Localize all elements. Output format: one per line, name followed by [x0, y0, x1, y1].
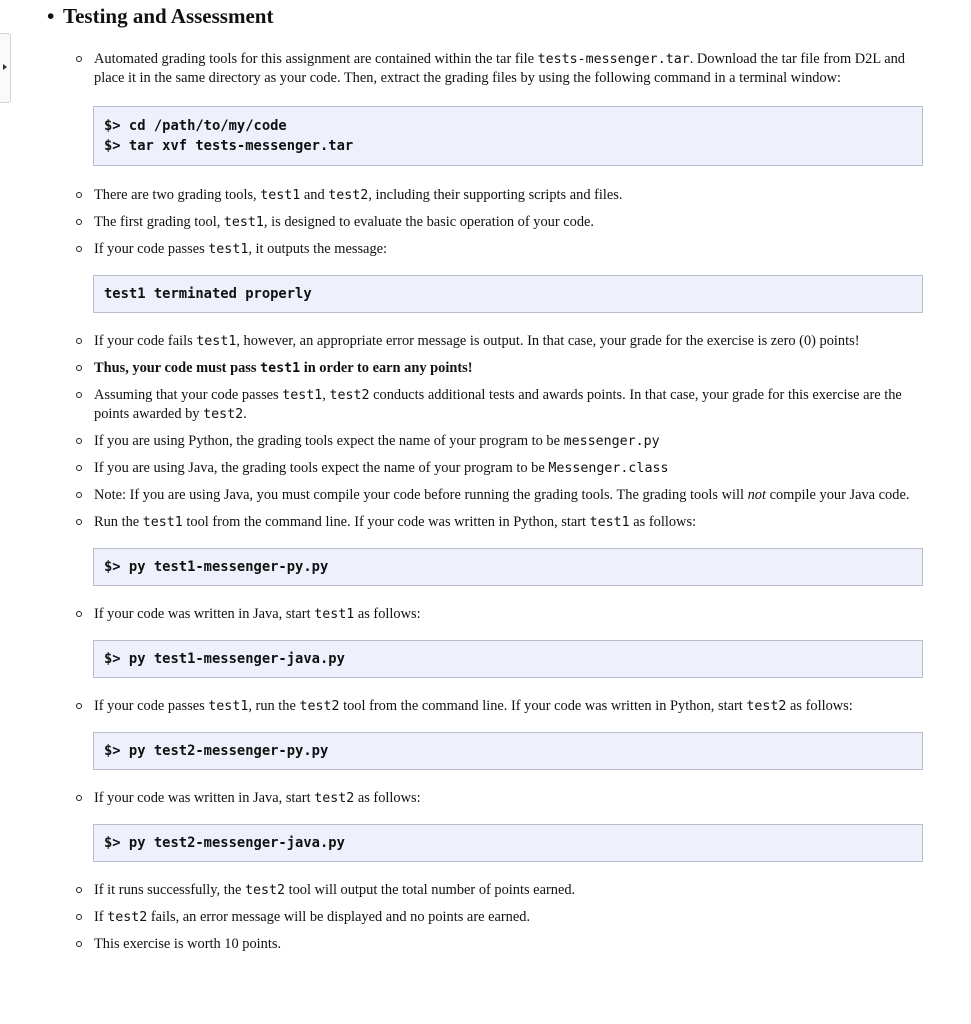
- list-item: If your code was written in Java, start test2 as follows:: [76, 789, 923, 808]
- code-line: $> tar xvf tests-messenger.tar: [104, 138, 354, 154]
- code-line: $> py test2-messenger-java.py: [104, 835, 345, 851]
- section-heading: • Testing and Assessment: [47, 4, 274, 28]
- code-block: [93, 640, 923, 678]
- code-block: [93, 824, 923, 862]
- code-block: [93, 106, 923, 166]
- list-item: If your code was written in Java, start test1 as follows:: [76, 605, 923, 624]
- bullet-icon: •: [47, 4, 55, 28]
- code-line: test1 terminated properly: [104, 286, 312, 302]
- list-item: If your code fails test1, however, an appropriate error message is output. In that case, your grade for the exercise is zero (0) points!: [76, 332, 923, 351]
- list-item: Assuming that your code passes test1, test2 conducts additional tests and awards points. In that case, your grade for this exercise are the points awarded by test2.: [76, 386, 923, 424]
- code-line: $> py test1-messenger-java.py: [104, 651, 345, 667]
- list-item: If your code passes test1, it outputs the message:: [76, 240, 923, 259]
- list-item: If your code passes test1, run the test2 tool from the command line. If your code was written in Python, start test2 as follows:: [76, 697, 923, 716]
- code-block: [93, 548, 923, 586]
- section-content: [76, 50, 923, 962]
- list-item: There are two grading tools, test1 and test2, including their supporting scripts and files.: [76, 186, 923, 205]
- list-item: If it runs successfully, the test2 tool will output the total number of points earned.: [76, 881, 923, 900]
- code-block: [93, 275, 923, 313]
- list-item: Automated grading tools for this assignment are contained within the tar file tests-messenger.tar. Download the tar file from D2L and place it in the same directory as your code. Then, extract the grading files by using the following command in a terminal window:: [76, 50, 923, 88]
- code-line: $> py test1-messenger-py.py: [104, 559, 329, 575]
- list-item: This exercise is worth 10 points.: [76, 935, 923, 954]
- chevron-right-icon: [3, 64, 7, 70]
- list-item: If you are using Java, the grading tools expect the name of your program to be Messenger.class: [76, 459, 923, 478]
- sidebar-toggle[interactable]: [0, 33, 11, 103]
- list-item: Run the test1 tool from the command line. If your code was written in Python, start test1 as follows:: [76, 513, 923, 532]
- list-item: If you are using Python, the grading tools expect the name of your program to be messenger.py: [76, 432, 923, 451]
- list-item: If test2 fails, an error message will be displayed and no points are earned.: [76, 908, 923, 927]
- list-item: Thus, your code must pass test1 in order to earn any points!: [76, 359, 923, 378]
- code-line: $> cd /path/to/my/code: [104, 118, 287, 134]
- list-item: The first grading tool, test1, is designed to evaluate the basic operation of your code.: [76, 213, 923, 232]
- code-line: $> py test2-messenger-py.py: [104, 743, 329, 759]
- list-item: Note: If you are using Java, you must compile your code before running the grading tools. The grading tools will not compile your Java code.: [76, 486, 923, 505]
- code-block: [93, 732, 923, 770]
